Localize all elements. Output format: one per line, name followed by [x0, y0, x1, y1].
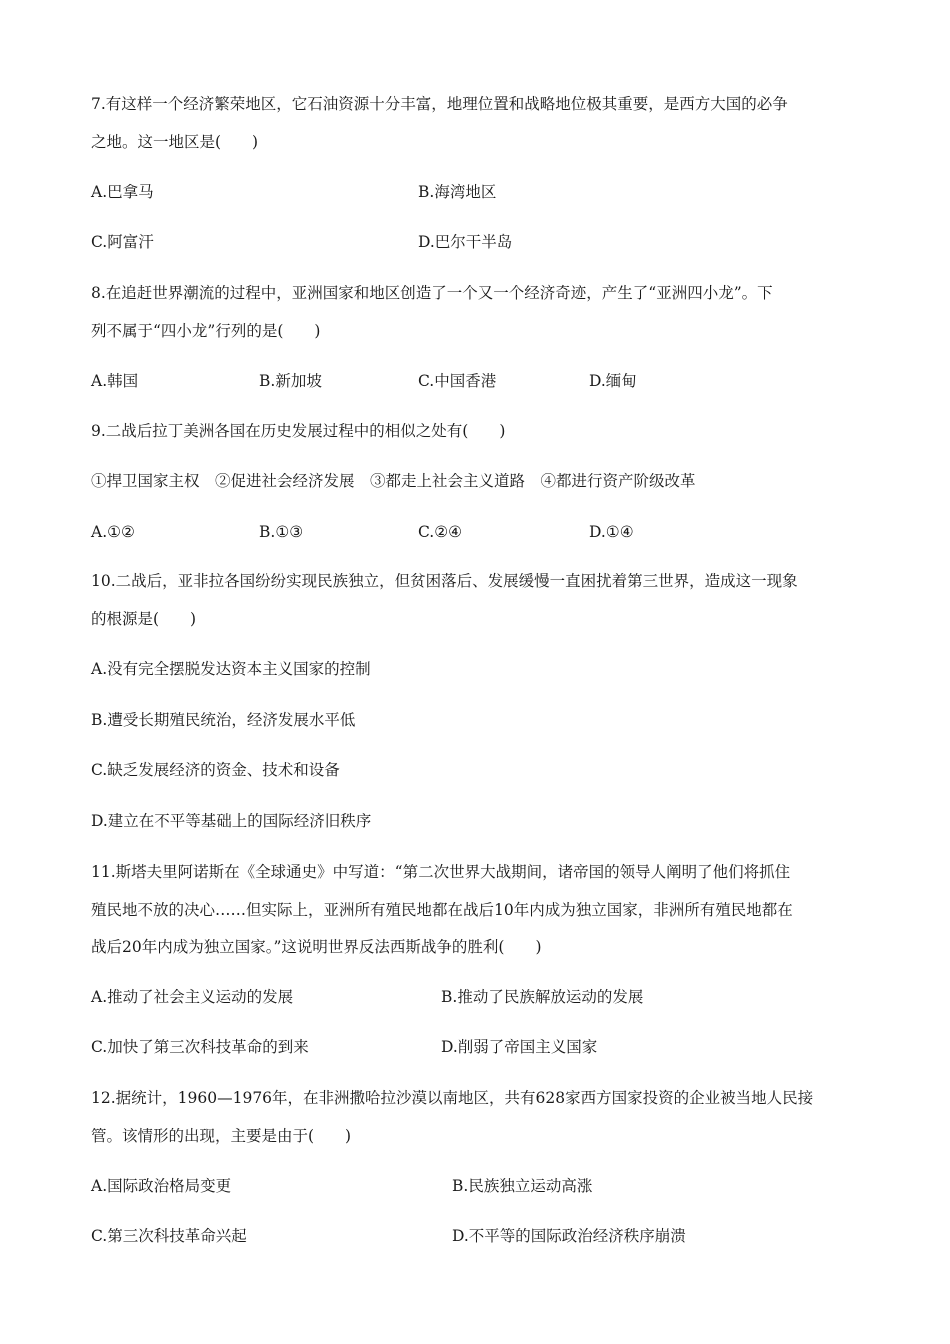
- q8-option-b: B.新加坡: [259, 372, 322, 390]
- q12-stem-line1: 12.据统计，1960—1976年，在非洲撒哈拉沙漠以南地区，共有628家西方国家投资的企业被当地人民接: [91, 1089, 814, 1107]
- q7-option-a: A.巴拿马: [91, 183, 154, 201]
- q11-stem-line2: 殖民地不放的决心……但实际上，亚洲所有殖民地都在战后10年内成为独立国家，非洲所有殖民地都在: [91, 901, 793, 919]
- q10-stem-line2: 的根源是( ): [91, 610, 197, 628]
- q11-option-b: B.推动了民族解放运动的发展: [441, 988, 644, 1006]
- q11-option-c: C.加快了第三次科技革命的到来: [91, 1038, 309, 1056]
- q7-stem-line1: 7.有这样一个经济繁荣地区，它石油资源十分丰富，地理位置和战略地位极其重要，是西方大国的必争: [91, 95, 788, 113]
- q11-option-a: A.推动了社会主义运动的发展: [91, 988, 294, 1006]
- q9-statements: ①捍卫国家主权 ②促进社会经济发展 ③都走上社会主义道路 ④都进行资产阶级改革: [91, 472, 696, 490]
- q12-option-c: C.第三次科技革命兴起: [91, 1227, 247, 1245]
- q10-option-d: D.建立在不平等基础上的国际经济旧秩序: [91, 812, 372, 830]
- q7-option-c: C.阿富汗: [91, 233, 154, 251]
- q8-option-c: C.中国香港: [418, 372, 497, 390]
- q9-stem: 9.二战后拉丁美洲各国在历史发展过程中的相似之处有( ): [91, 422, 506, 440]
- q11-stem-line3: 战后20年内成为独立国家。”这说明世界反法西斯战争的胜利( ): [91, 938, 542, 956]
- q10-stem-line1: 10.二战后，亚非拉各国纷纷实现民族独立，但贫困落后、发展缓慢一直困扰着第三世界，造成这一现象: [91, 572, 798, 590]
- q12-option-b: B.民族独立运动高涨: [452, 1177, 593, 1195]
- q10-option-c: C.缺乏发展经济的资金、技术和设备: [91, 761, 340, 779]
- q8-option-a: A.韩国: [91, 372, 139, 390]
- q9-option-c: C.②④: [418, 523, 463, 541]
- q8-option-d: D.缅甸: [589, 372, 637, 390]
- q7-option-d: D.巴尔干半岛: [418, 233, 513, 251]
- q12-option-a: A.国际政治格局变更: [91, 1177, 232, 1195]
- q10-option-b: B.遭受长期殖民统治，经济发展水平低: [91, 711, 356, 729]
- q8-stem-line1: 8.在追赶世界潮流的过程中，亚洲国家和地区创造了一个又一个经济奇迹，产生了“亚洲四小龙”。下: [91, 284, 773, 302]
- q11-stem-line1: 11.斯塔夫里阿诺斯在《全球通史》中写道：“第二次世界大战期间，诸帝国的领导人阐明了他们将抓住: [91, 863, 791, 881]
- q9-option-b: B.①③: [259, 523, 304, 541]
- q12-option-d: D.不平等的国际政治经济秩序崩溃: [452, 1227, 686, 1245]
- q8-stem-line2: 列不属于“四小龙”行列的是( ): [91, 322, 321, 340]
- q9-option-a: A.①②: [91, 523, 135, 541]
- q10-option-a: A.没有完全摆脱发达资本主义国家的控制: [91, 660, 371, 678]
- q11-option-d: D.削弱了帝国主义国家: [441, 1038, 598, 1056]
- q12-stem-line2: 管。该情形的出现，主要是由于( ): [91, 1127, 352, 1145]
- q7-option-b: B.海湾地区: [418, 183, 497, 201]
- q9-option-d: D.①④: [589, 523, 634, 541]
- q7-stem-line2: 之地。这一地区是( ): [91, 133, 259, 151]
